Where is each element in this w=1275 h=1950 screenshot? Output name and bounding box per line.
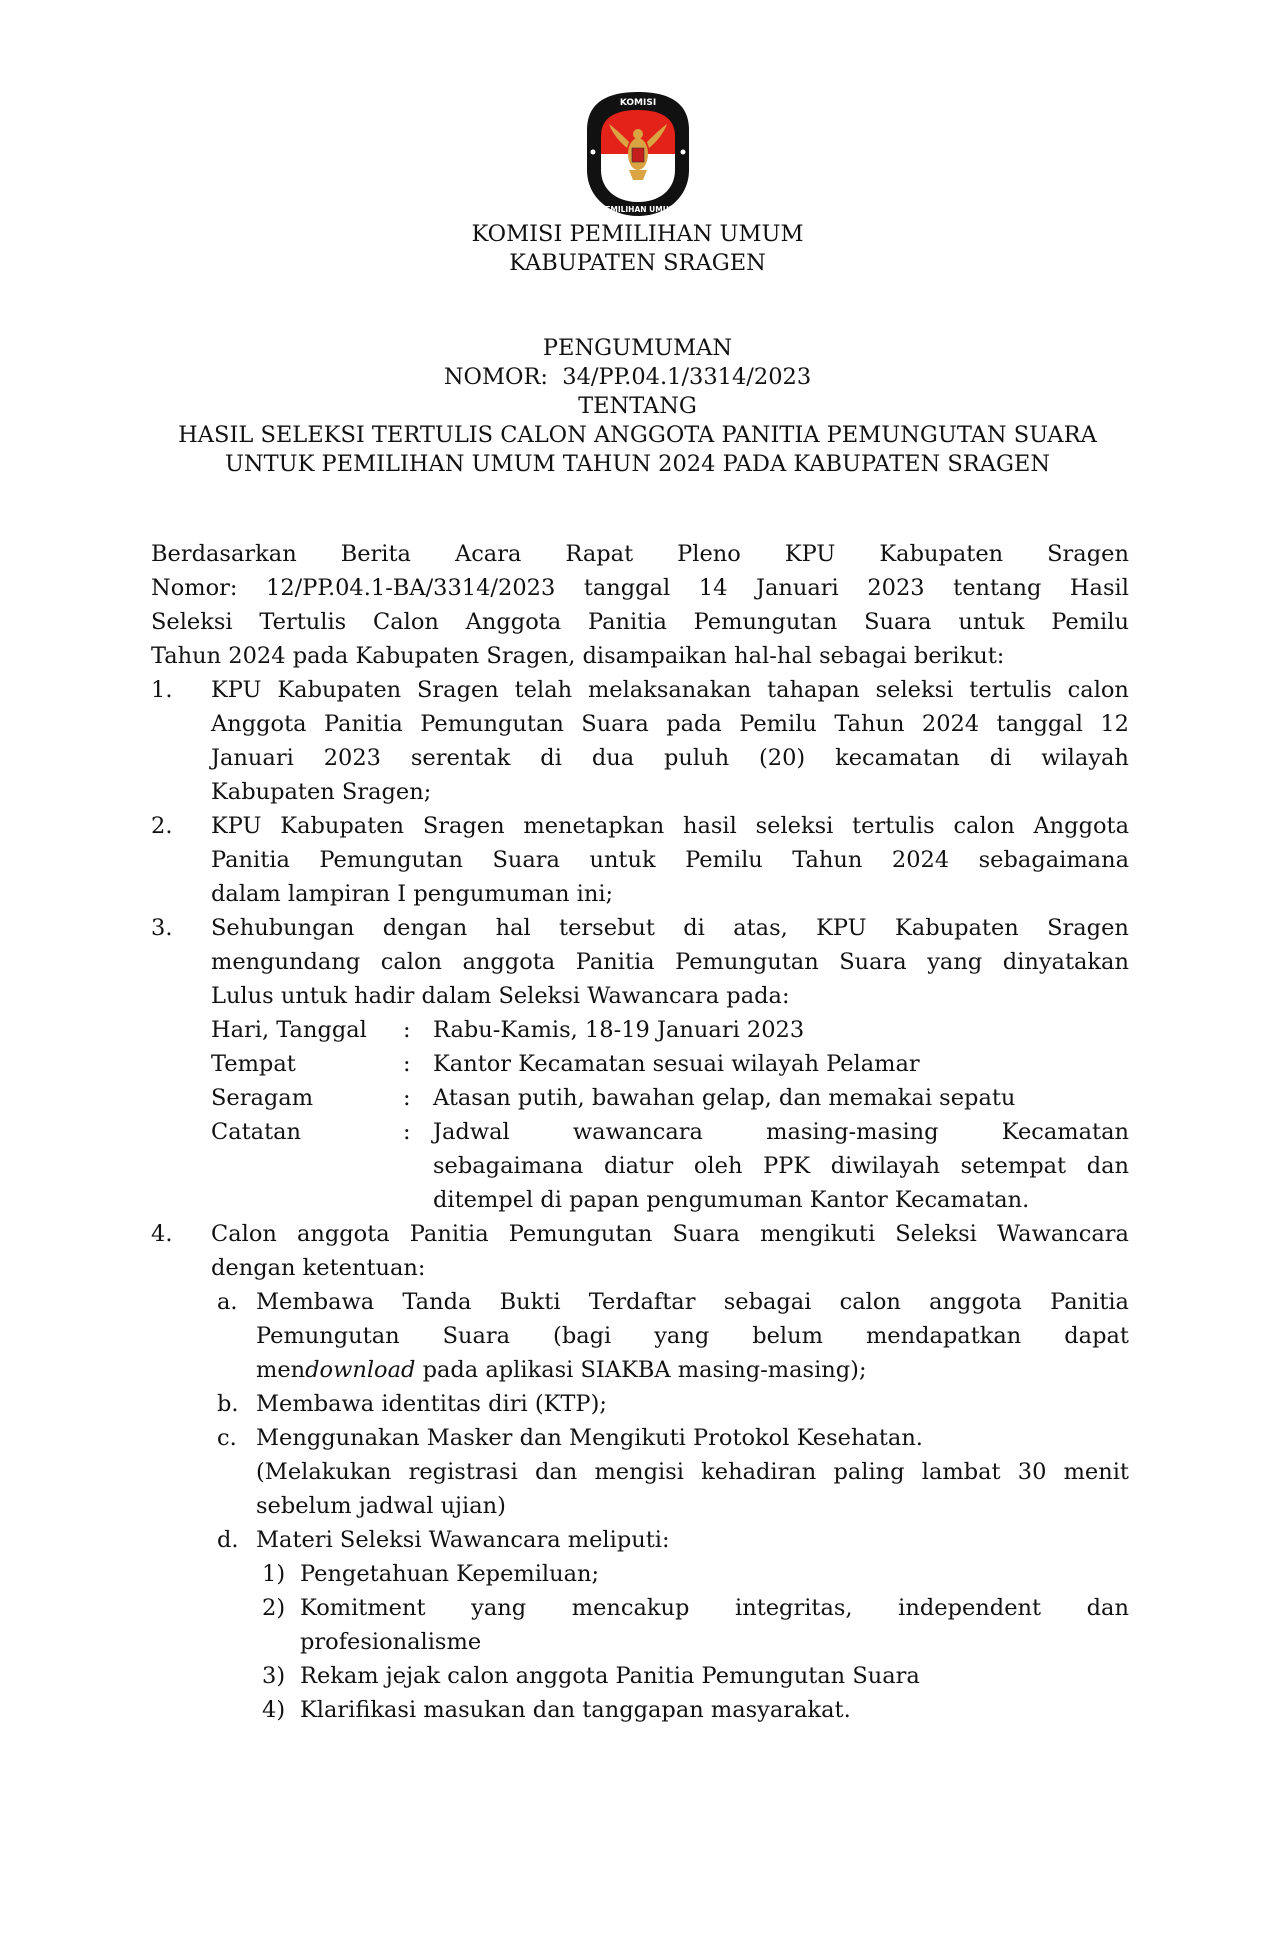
word: Tanda — [402, 1289, 472, 1315]
word: di — [989, 745, 1012, 771]
schedule-colon: : — [403, 1051, 411, 1077]
word: puluh — [664, 745, 730, 771]
word: Suara — [864, 609, 932, 635]
word: (20) — [759, 745, 806, 771]
word: Terdaftar — [588, 1289, 696, 1315]
word: Pemilu — [685, 847, 763, 873]
provision-letter: b. — [217, 1391, 239, 1417]
word: (bagi — [553, 1323, 612, 1349]
word: melaksanakan — [587, 677, 752, 703]
provision-line — [256, 1353, 867, 1387]
word: Pemungutan — [508, 1221, 653, 1247]
schedule-value — [433, 1149, 1129, 1183]
word: lambat — [921, 1459, 1001, 1485]
schedule-label: Catatan — [211, 1119, 302, 1145]
word: menetapkan — [523, 813, 665, 839]
word: tersebut — [559, 915, 655, 941]
word: untuk — [958, 609, 1025, 635]
word: Suara — [581, 711, 649, 737]
word: dinyatakan — [1002, 949, 1129, 975]
word: calon — [1067, 677, 1129, 703]
word: dapat — [1064, 1323, 1129, 1349]
word: dan — [1086, 1153, 1129, 1179]
word: Sragen — [417, 677, 499, 703]
word: tertulis — [852, 813, 935, 839]
word: Anggota — [465, 609, 562, 635]
word: serentak — [410, 745, 511, 771]
word: paling — [833, 1459, 905, 1485]
word: integritas, — [735, 1595, 853, 1621]
word: Pemungutan — [675, 949, 819, 975]
word: mengisi — [594, 1459, 684, 1485]
word: Panitia — [211, 847, 290, 873]
word: wilayah — [1041, 745, 1129, 771]
intro-line — [151, 537, 1129, 571]
word: mengikuti — [760, 1221, 876, 1247]
word: Suara — [442, 1323, 511, 1349]
word: Suara — [839, 949, 907, 975]
word: masing-masing — [766, 1119, 939, 1145]
word: Wawancara — [996, 1221, 1129, 1247]
word: kecamatan — [835, 745, 960, 771]
item-number: 2. — [151, 813, 173, 839]
word: Sehubungan — [211, 915, 355, 941]
word: calon — [380, 949, 442, 975]
word: KPU — [211, 677, 262, 703]
word: registrasi — [408, 1459, 518, 1485]
word: belum — [752, 1323, 823, 1349]
word: dua — [591, 745, 635, 771]
word: Januari — [755, 575, 839, 601]
material-number: 1) — [262, 1561, 286, 1587]
word: Pemungutan — [319, 847, 463, 873]
item-line: dalam lampiran I pengumuman ini; — [211, 881, 614, 907]
provision-line: Menggunakan Masker dan Mengikuti Protokol Kesehatan. — [256, 1425, 923, 1451]
word: oleh — [693, 1153, 743, 1179]
word: 2023 — [323, 745, 381, 771]
item-line — [211, 1217, 1129, 1251]
word: dan — [1086, 1595, 1129, 1621]
provision-text: men — [256, 1357, 306, 1383]
item-line — [211, 843, 1129, 877]
word: Suara — [492, 847, 560, 873]
material-line: Klarifikasi masukan dan tanggapan masyarakat. — [300, 1697, 851, 1723]
word: Suara — [672, 1221, 740, 1247]
word: 12/PP.04.1-BA/3314/2023 — [266, 575, 556, 601]
word: di — [683, 915, 705, 941]
word: Tahun — [834, 711, 905, 737]
material-number: 2) — [262, 1595, 286, 1621]
word: PPK — [763, 1153, 811, 1179]
word: seleksi — [755, 813, 834, 839]
word: Tahun — [792, 847, 863, 873]
item-line: Kabupaten Sragen; — [211, 779, 432, 805]
word: Rapat — [565, 541, 634, 567]
word: Panitia — [575, 949, 655, 975]
word: Komitment — [300, 1595, 426, 1621]
provision-italic-text: download — [305, 1357, 416, 1383]
schedule-colon: : — [403, 1119, 411, 1145]
word: Kabupaten — [277, 677, 402, 703]
word: Sragen — [1047, 915, 1129, 941]
provision-line — [256, 1319, 1129, 1353]
word: independent — [898, 1595, 1042, 1621]
material-line: Pengetahuan Kepemiluan; — [300, 1561, 600, 1587]
word: Calon — [211, 1221, 277, 1247]
word: tahapan — [767, 677, 860, 703]
word: sebagaimana — [978, 847, 1129, 873]
item-line: Lulus untuk hadir dalam Seleksi Wawancara pada: — [211, 983, 790, 1009]
provision-letter: d. — [217, 1527, 239, 1553]
word: dan — [534, 1459, 578, 1485]
word: Seleksi — [151, 609, 233, 635]
schedule-label: Seragam — [211, 1085, 314, 1111]
announcement-type: PENGUMUMAN — [542, 335, 733, 361]
schedule-value: Atasan putih, bawahan gelap, dan memakai sepatu — [433, 1085, 1016, 1111]
word: mendapatkan — [865, 1323, 1022, 1349]
schedule-label: Hari, Tanggal — [211, 1017, 367, 1043]
intro-line: Tahun 2024 pada Kabupaten Sragen, disampaikan hal-hal sebagai berikut: — [151, 643, 1005, 669]
announcement-subject-line-2: UNTUK PEMILIHAN UMUM TAHUN 2024 PADA KABUPATEN SRAGEN — [224, 451, 1051, 477]
word: untuk — [589, 847, 656, 873]
word: yang — [654, 1323, 710, 1349]
word: Tertulis — [259, 609, 347, 635]
word: calon — [839, 1289, 901, 1315]
schedule-value — [433, 1115, 1129, 1149]
word: KPU — [211, 813, 262, 839]
word: setempat — [960, 1153, 1067, 1179]
word: mencakup — [571, 1595, 690, 1621]
word: 30 — [1017, 1459, 1047, 1485]
word: telah — [514, 677, 573, 703]
item-number: 3. — [151, 915, 173, 941]
word: Seleksi — [895, 1221, 977, 1247]
word: Berita — [340, 541, 411, 567]
item-line: dengan ketentuan: — [211, 1255, 426, 1281]
material-line — [300, 1591, 1129, 1625]
schedule-value: Kantor Kecamatan sesuai wilayah Pelamar — [433, 1051, 920, 1077]
provision-line: Materi Seleksi Wawancara meliputi: — [256, 1527, 670, 1553]
material-line: Rekam jejak calon anggota Panitia Pemungutan Suara — [300, 1663, 920, 1689]
word: diatur — [603, 1153, 674, 1179]
provision-line: sebelum jadwal ujian) — [256, 1493, 506, 1519]
word: Jadwal — [433, 1119, 510, 1145]
item-line — [211, 911, 1129, 945]
word: sebagai — [723, 1289, 812, 1315]
word: yang — [927, 949, 983, 975]
schedule-colon: : — [403, 1017, 411, 1043]
word: kehadiran — [701, 1459, 817, 1485]
item-number: 1. — [151, 677, 173, 703]
word: tanggal — [996, 711, 1083, 737]
word: diwilayah — [830, 1153, 941, 1179]
material-line: profesionalisme — [300, 1629, 482, 1655]
word: Kabupaten — [879, 541, 1004, 567]
intro-line — [151, 605, 1129, 639]
word: 2024 — [921, 711, 980, 737]
item-line — [211, 945, 1129, 979]
word: Bukti — [499, 1289, 561, 1315]
word: Kabupaten — [894, 915, 1019, 941]
word: Calon — [373, 609, 439, 635]
word: Panitia — [409, 1221, 489, 1247]
provision-line — [256, 1285, 1129, 1319]
word: tentang — [953, 575, 1042, 601]
word: Nomor: — [151, 575, 238, 601]
word: Kabupaten — [280, 813, 405, 839]
word: tertulis — [969, 677, 1052, 703]
logo-bottom-text: PEMILIHAN UMUM — [599, 205, 677, 214]
item-number: 4. — [151, 1221, 173, 1247]
provision-line: Membawa identitas diri (KTP); — [256, 1391, 607, 1417]
word: seleksi — [875, 677, 954, 703]
provision-letter: c. — [217, 1425, 237, 1451]
word: wawancara — [572, 1119, 703, 1145]
word: di — [540, 745, 562, 771]
word: KPU — [784, 541, 836, 567]
word: Pemilu — [1051, 609, 1129, 635]
schedule-label: Tempat — [211, 1051, 296, 1077]
word: Acara — [454, 541, 522, 567]
word: 2024 — [891, 847, 950, 873]
word: Membawa — [256, 1289, 375, 1315]
word: (Melakukan — [256, 1459, 392, 1485]
org-name: KOMISI PEMILIHAN UMUM — [471, 221, 804, 247]
material-number: 4) — [262, 1697, 286, 1723]
announcement-number: NOMOR: 34/PP.04.1/3314/2023 — [443, 364, 812, 390]
word: Pemungutan — [256, 1323, 400, 1349]
word: yang — [471, 1595, 527, 1621]
word: menit — [1063, 1459, 1129, 1485]
word: anggota — [462, 949, 556, 975]
announcement-about: TENTANG — [578, 393, 697, 419]
material-number: 3) — [262, 1663, 286, 1689]
word: Kecamatan — [1001, 1119, 1129, 1145]
word: Panitia — [1050, 1289, 1129, 1315]
word: Berdasarkan — [151, 541, 297, 567]
word: Januari — [211, 745, 294, 771]
schedule-value: ditempel di papan pengumuman Kantor Kecamatan. — [433, 1187, 1030, 1213]
item-line — [211, 809, 1129, 843]
word: hal — [495, 915, 531, 941]
word: Anggota — [211, 711, 307, 737]
logo-top-text: KOMISI — [619, 98, 657, 108]
word: calon — [953, 813, 1015, 839]
word: anggota — [929, 1289, 1022, 1315]
word: Hasil — [1069, 575, 1129, 601]
word: Pemungutan — [693, 609, 838, 635]
word: Panitia — [323, 711, 403, 737]
word: Sragen — [422, 813, 505, 839]
word: Pemilu — [739, 711, 817, 737]
kpu-logo-icon — [583, 90, 693, 218]
provision-line — [256, 1455, 1129, 1489]
item-line — [211, 741, 1129, 775]
provision-text: pada aplikasi SIAKBA masing-masing); — [415, 1357, 867, 1383]
org-region: KABUPATEN SRAGEN — [509, 250, 766, 276]
word: 12 — [1100, 711, 1129, 737]
word: 14 — [698, 575, 728, 601]
word: Sragen — [1047, 541, 1129, 567]
word: Panitia — [588, 609, 667, 635]
word: atas, — [733, 915, 788, 941]
schedule-value: Rabu-Kamis, 18-19 Januari 2023 — [433, 1017, 805, 1043]
word: mengundang — [211, 949, 361, 975]
word: Pemungutan — [420, 711, 564, 737]
word: dengan — [382, 915, 468, 941]
provision-letter: a. — [217, 1289, 238, 1315]
word: tanggal — [583, 575, 671, 601]
word: 2023 — [867, 575, 925, 601]
schedule-colon: : — [403, 1085, 411, 1111]
word: pada — [666, 711, 722, 737]
word: Pleno — [677, 541, 741, 567]
item-line — [211, 707, 1129, 741]
word: Anggota — [1033, 813, 1129, 839]
word: anggota — [296, 1221, 390, 1247]
intro-line — [151, 571, 1129, 605]
announcement-subject-line-1: HASIL SELEKSI TERTULIS CALON ANGGOTA PANITIA PEMUNGUTAN SUARA — [178, 422, 1097, 448]
item-line — [211, 673, 1129, 707]
word: sebagaimana — [433, 1153, 584, 1179]
word: KPU — [816, 915, 867, 941]
word: hasil — [682, 813, 737, 839]
